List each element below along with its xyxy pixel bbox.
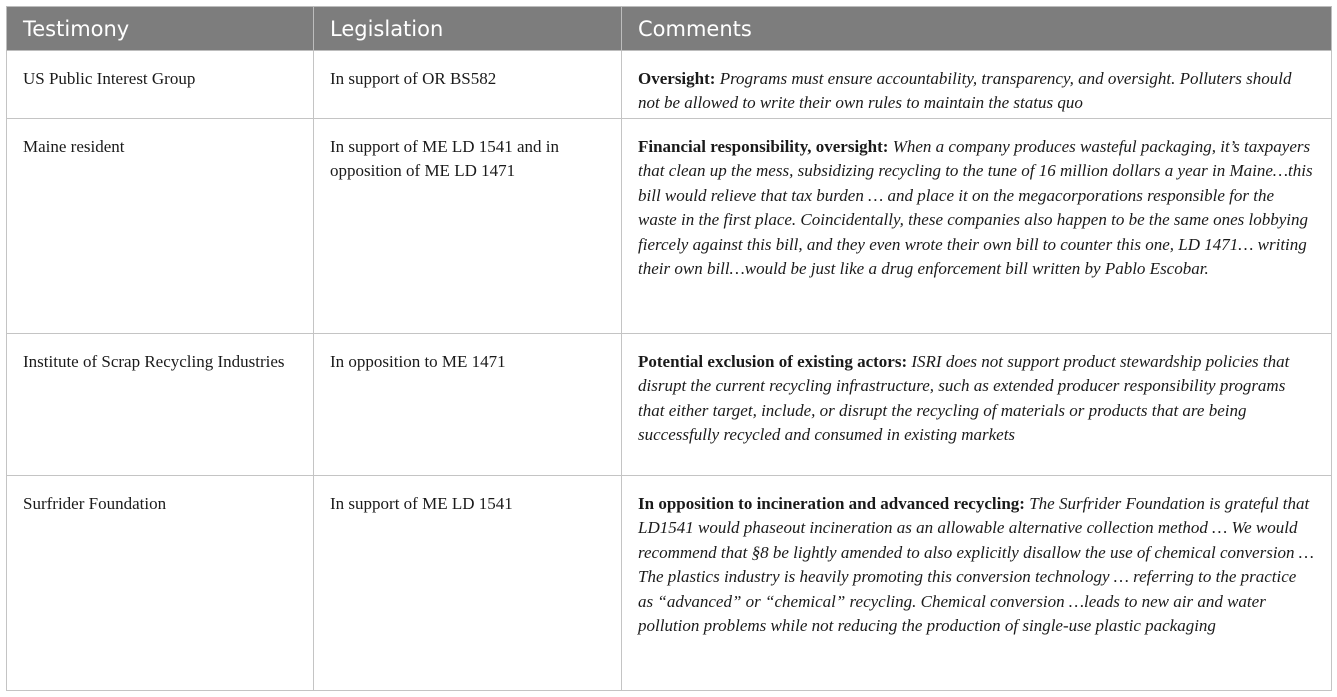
comment-body: When a company produces wasteful packaging, it’s taxpayers that clean up the mess, subsidizing recycling to the tune of 16 million dollars a year in Maine…this bill would relieve that tax burden … and place it on the megacorporations responsible for the waste in the first place. Coincidentally, these companies also happen to be the same ones lobbying fiercely against this bill, and they even wrote their own bill to counter this one, LD 1471… writing their own bill…would be just like a drug enforcement bill written by Pablo Escobar. [638, 137, 1313, 279]
comment-cell [622, 476, 1332, 691]
testimony-cell: Institute of Scrap Recycling Industries [7, 334, 314, 476]
comment-lead: Oversight: [638, 69, 716, 88]
comment-lead: In opposition to incineration and advanced recycling: [638, 494, 1025, 513]
header-testimony: Testimony [7, 7, 314, 51]
comment-body: ISRI does not support product stewardship policies that disrupt the current recycling infrastructure, such as extended producer responsibility programs that either target, include, or disrupt the recycling of materials or products that are being successfully recycled and consumed in existing markets [638, 352, 1290, 445]
legislation-cell: In opposition to ME 1471 [314, 334, 622, 476]
comment-body: The Surfrider Foundation is grateful that LD1541 would phaseout incineration as an allowable alternative collection method … We would recommend that §8 be lightly amended to also explicitly disallow the use of chemical conversion … The plastics industry is heavily promoting this conversion technology … referring to the practice as “advanced” or “chemical” recycling. Chemical conversion …leads to new air and water pollution problems while not reducing the production of single-use plastic packaging [638, 494, 1314, 636]
comment-lead: Potential exclusion of existing actors: [638, 352, 908, 371]
testimony-cell: Maine resident [7, 119, 314, 334]
header-row [7, 7, 1332, 51]
testimony-cell: Surfrider Foundation [7, 476, 314, 691]
testimony-cell: US Public Interest Group [7, 51, 314, 119]
table-row [7, 119, 1332, 334]
legislation-cell: In support of ME LD 1541 and in opposition of ME LD 1471 [314, 119, 622, 334]
header-legislation: Legislation [314, 7, 622, 51]
comment-cell [622, 51, 1332, 119]
comment-body: Programs must ensure accountability, transparency, and oversight. Polluters should not be allowed to write their own rules to maintain the status quo [638, 69, 1292, 113]
testimony-table [6, 6, 1332, 691]
legislation-cell: In support of OR BS582 [314, 51, 622, 119]
comment-cell [622, 119, 1332, 334]
header-comments: Comments [622, 7, 1332, 51]
comment-cell [622, 334, 1332, 476]
comment-lead: Financial responsibility, oversight: [638, 137, 889, 156]
table-body [7, 51, 1332, 691]
table-header [7, 7, 1332, 51]
legislation-cell: In support of ME LD 1541 [314, 476, 622, 691]
table-row [7, 51, 1332, 119]
table-row [7, 476, 1332, 691]
table-row [7, 334, 1332, 476]
